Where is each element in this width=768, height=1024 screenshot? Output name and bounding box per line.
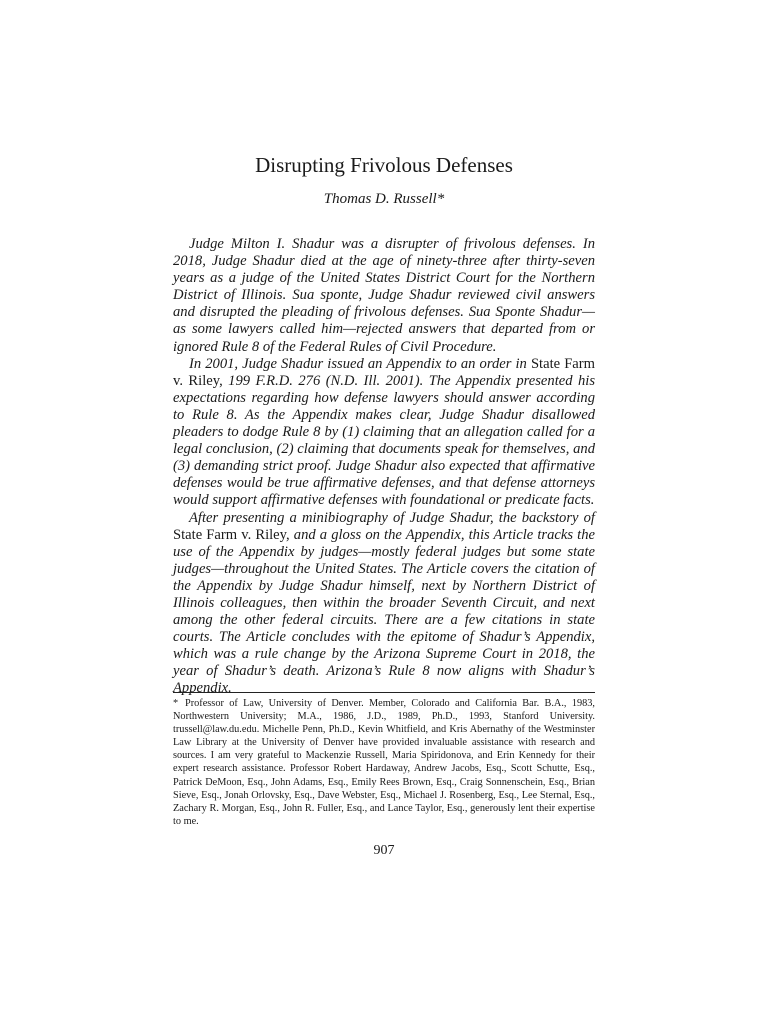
article-author: Thomas D. Russell* xyxy=(323,191,445,207)
footnote-text: Professor of Law, University of Denver. Member, Colorado and California Bar. B.A., 1983, Northwestern University; M.A., 1986, J.D., 1989, Ph.D., 1993, Stanford University. trussell@law.du.edu. Michelle Penn, Ph.D., Kevin Whitfield, and Kris Abernathy of the Westminster Law Library at the University of Denver have provided invaluable assistance with research and sources. I am very grateful to Mackenzie Russell, Maria Spiridonova, and Erin Kennedy for their expert research assistance. Professor Robert Hardaway, Andrew Jacobs, Esq., Scott Schutte, Esq., Patrick DeMoon, Esq., John Adams, Esq., Emily Rees Brown, Esq., Craig Sonnenschein, Esq., Brian Sieve, Esq., Jonah Orlovsky, Esq., Dave Webster, Esq., Michael J. Rosenberg, Esq., Lee Sternal, Esq., Zachary R. Morgan, Esq., John R. Fuller, Esq., and Lance Taylor, Esq., generously lent their expertise to me. xyxy=(173,698,595,827)
abstract-paragraph-2 xyxy=(173,356,595,510)
abstract-text: and a gloss on the Appendix, this Article tracks the use of the Appendix by judges—mostly federal judges but some state judges—throughout the United States. The Article covers the citation of the Appendix by Judge Shadur himself, next by Northern District of Illinois colleagues, then within the broader Seventh Circuit, and next among the other federal circuits. There are a few citations in state courts. The Article concludes with the epitome of Shadur’s Appendix, which was a rule change by the Arizona Supreme Court in 2018, the year of Shadur’s death. Arizona’s Rule 8 now aligns with Shadur’s Appendix. xyxy=(173,526,595,697)
page-number: 907 xyxy=(373,843,395,858)
abstract-text: After presenting a minibiography of Judge Shadur, the backstory of xyxy=(189,509,595,526)
abstract-text: 199 F.R.D. 276 (N.D. Ill. 2001). The Appendix presented his expectations regarding how defense lawyers should answer according to Rule 8. As the Appendix makes clear, Judge Shadur disallowed pleaders to dodge Rule 8 by (1) claiming that an allegation called for a legal conclusion, (2) claiming that documents speak for themselves, and (3) demanding strict proof. Judge Shadur also expected that affirmative defenses would be true affirmative defenses, and that defense attorneys would support affirmative defenses with foundational or predicate facts. xyxy=(173,372,595,509)
article-title: Disrupting Frivolous Defenses xyxy=(255,153,513,177)
case-name: State Farm v. Riley, xyxy=(173,526,290,543)
footnote xyxy=(173,697,595,828)
case-name: State Farm v. Riley, xyxy=(173,355,595,389)
footnote-mark: * xyxy=(173,698,179,709)
footnote-divider xyxy=(173,692,595,693)
abstract-text: In 2001, Judge Shadur issued an Appendix to an order in xyxy=(189,355,531,372)
abstract xyxy=(173,236,595,698)
abstract-paragraph-3 xyxy=(173,510,595,698)
abstract-paragraph-1: Judge Milton I. Shadur was a disrupter of frivolous defenses. In 2018, Judge Shadur died at the age of ninety-three after thirty-seven years as a judge of the United States District Court for the Northern District of Illinois. Sua sponte, Judge Shadur reviewed civil answers and disrupted the pleading of frivolous defenses. Sua Sponte Shadur—as some lawyers called him—rejected answers that departed from or ignored Rule 8 of the Federal Rules of Civil Procedure. xyxy=(173,236,595,355)
